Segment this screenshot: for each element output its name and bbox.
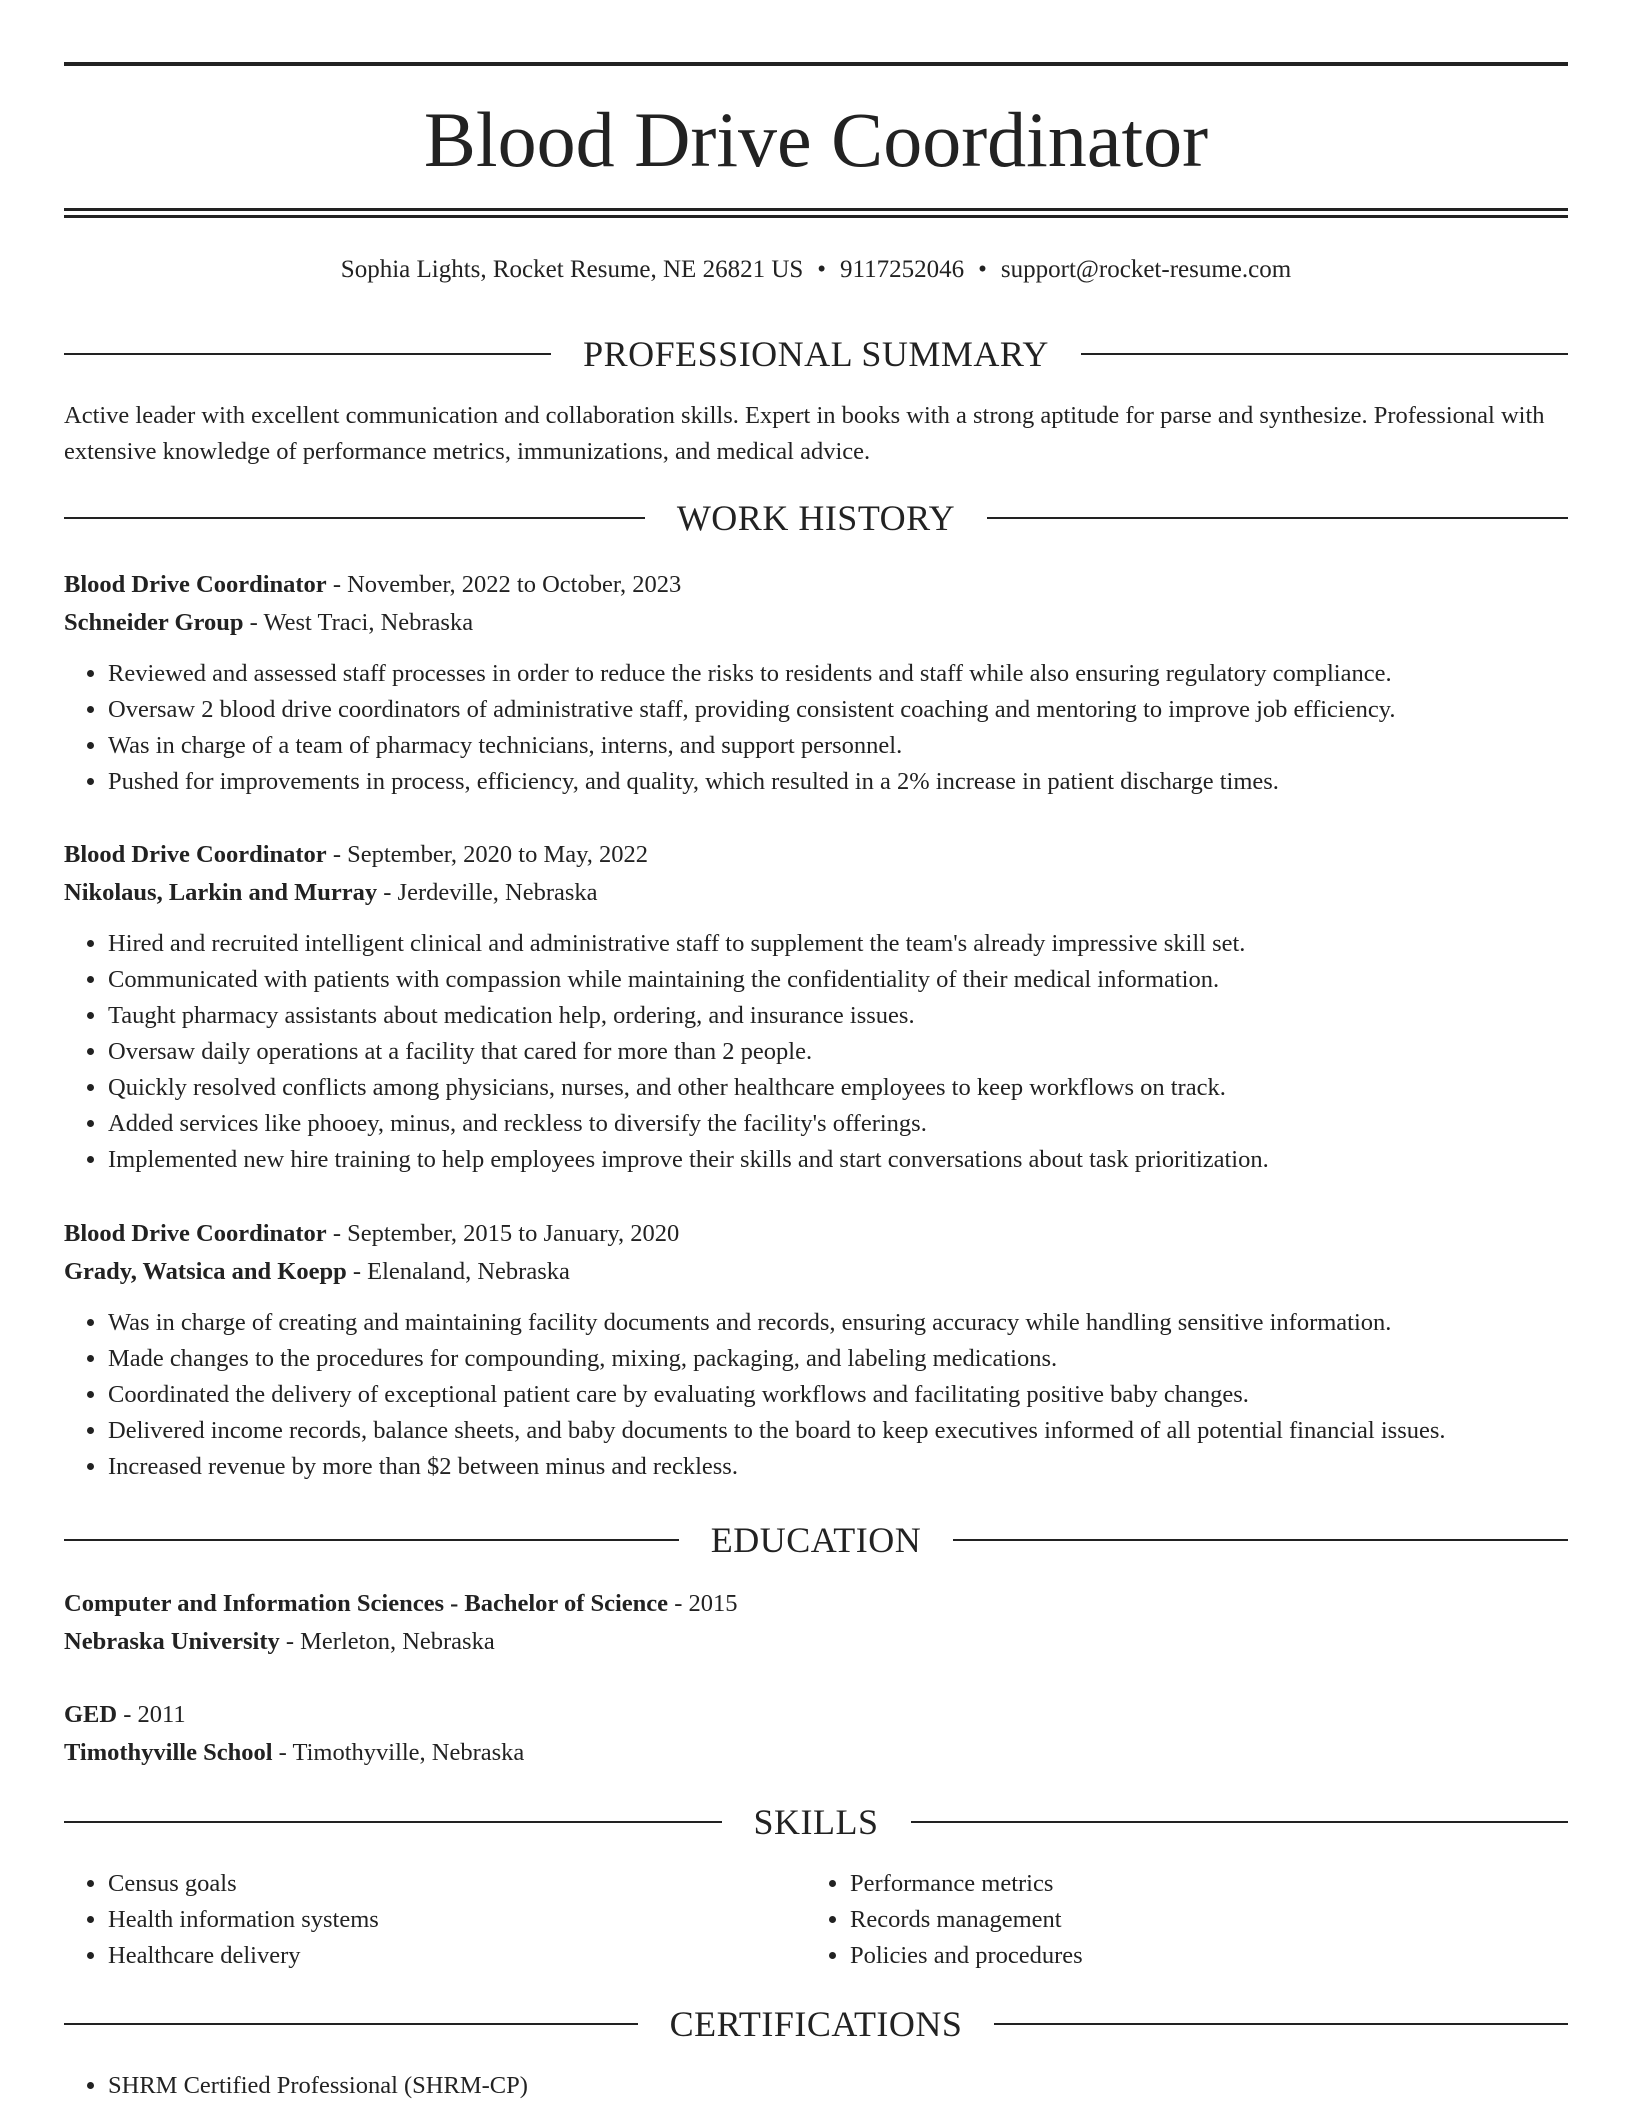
list-item: • Made changes to the procedures for compounding, mixing, packaging, and labeling medications. xyxy=(108,1341,1568,1377)
section-rule xyxy=(64,1539,679,1541)
contact-line xyxy=(64,252,1568,288)
title-double-rule xyxy=(64,208,1568,218)
job-company: Schneider Group xyxy=(64,609,244,636)
list-item: • Quickly resolved conflicts among physicians, nurses, and other healthcare employees to keep workflows on track. xyxy=(108,1070,1568,1106)
resume-title: Blood Drive Coordinator xyxy=(423,96,1209,183)
job-role: Blood Drive Coordinator xyxy=(64,1220,327,1247)
section-header-work xyxy=(64,496,1568,540)
list-item: • Oversaw 2 blood drive coordinators of administrative staff, providing consistent coaching and mentoring to improve job efficiency. xyxy=(108,692,1568,728)
contact-address: Sophia Lights, Rocket Resume, NE 26821 US xyxy=(340,256,804,283)
education-school-line xyxy=(64,1623,1568,1661)
education-location: - Timothyville, Nebraska xyxy=(272,1739,525,1766)
skills-list xyxy=(64,1866,744,1974)
job-dates: - September, 2015 to January, 2020 xyxy=(326,1220,680,1247)
section-header-summary xyxy=(64,332,1568,376)
education-year: - 2011 xyxy=(117,1701,186,1728)
skills-column-left xyxy=(64,1866,744,1974)
education-degree-line xyxy=(64,1585,1568,1623)
job-location: - Jerdeville, Nebraska xyxy=(377,879,598,906)
job-entry xyxy=(64,836,1568,1178)
job-company: Nikolaus, Larkin and Murray xyxy=(64,879,378,906)
list-item: • Coordinated the delivery of exceptional patient care by evaluating workflows and facilitating positive baby changes. xyxy=(108,1377,1568,1413)
skills-list xyxy=(806,1866,1506,1974)
list-item: • Healthcare delivery xyxy=(108,1938,744,1974)
section-title: EDUCATION xyxy=(710,1520,922,1560)
list-item: • Added services like phooey, minus, and reckless to diversify the facility's offerings. xyxy=(108,1106,1568,1142)
top-rule xyxy=(64,62,1568,66)
education-school: Timothyville School xyxy=(64,1739,273,1766)
list-item: • Delivered income records, balance sheets, and baby documents to the board to keep executives informed of all potential financial issues. xyxy=(108,1413,1568,1449)
list-item: • Oversaw daily operations at a facility that cared for more than 2 people. xyxy=(108,1034,1568,1070)
education-entry xyxy=(64,1696,1568,1772)
section-rule xyxy=(64,353,551,355)
list-item: • Pushed for improvements in process, efficiency, and quality, which resulted in a 2% increase in patient discharge times. xyxy=(108,764,1568,800)
education-degree: Computer and Information Sciences - Bachelor of Science xyxy=(64,1590,669,1617)
section-rule xyxy=(64,517,645,519)
job-company-line xyxy=(64,604,1568,642)
section-rule xyxy=(64,1821,722,1823)
section-header-certifications xyxy=(64,2002,1568,2046)
education-location: - Merleton, Nebraska xyxy=(279,1628,495,1655)
job-entry xyxy=(64,1215,1568,1485)
certifications-list xyxy=(64,2068,1568,2104)
job-bullets xyxy=(64,656,1568,800)
education-degree-line xyxy=(64,1696,1568,1734)
section-rule xyxy=(994,2023,1568,2025)
skills-column-right xyxy=(806,1866,1506,1974)
list-item: • Health information systems xyxy=(108,1902,744,1938)
section-rule xyxy=(987,517,1568,519)
section-rule xyxy=(953,1539,1568,1541)
list-item: • Was in charge of creating and maintaining facility documents and records, ensuring accuracy while handling sensitive information. xyxy=(108,1305,1568,1341)
section-header-skills xyxy=(64,1800,1568,1844)
list-item: • Census goals xyxy=(108,1866,744,1902)
education-entry xyxy=(64,1585,1568,1661)
job-title-line xyxy=(64,836,1568,874)
list-item: • SHRM Certified Professional (SHRM-CP) xyxy=(108,2068,1568,2104)
section-rule xyxy=(64,2023,638,2025)
contact-separator: • xyxy=(817,256,827,283)
list-item: • Reviewed and assessed staff processes in order to reduce the risks to residents and staff while also ensuring regulatory compliance. xyxy=(108,656,1568,692)
education-school: Nebraska University xyxy=(64,1628,280,1655)
list-item: • Hired and recruited intelligent clinical and administrative staff to supplement the team's already impressive skill set. xyxy=(108,926,1568,962)
section-title: CERTIFICATIONS xyxy=(669,2004,963,2044)
job-bullets xyxy=(64,1305,1568,1485)
list-item: • Records management xyxy=(850,1902,1506,1938)
section-title: WORK HISTORY xyxy=(676,498,956,538)
section-title: PROFESSIONAL SUMMARY xyxy=(583,334,1049,374)
job-entry xyxy=(64,566,1568,800)
list-item: • Communicated with patients with compassion while maintaining the confidentiality of their medical information. xyxy=(108,962,1568,998)
job-company: Grady, Watsica and Koepp xyxy=(64,1258,347,1285)
section-title: SKILLS xyxy=(753,1802,879,1842)
list-item: • Performance metrics xyxy=(850,1866,1506,1902)
job-location: - Elenaland, Nebraska xyxy=(346,1258,570,1285)
job-company-line xyxy=(64,1253,1568,1291)
job-title-line xyxy=(64,1215,1568,1253)
job-role: Blood Drive Coordinator xyxy=(64,571,327,598)
list-item: • Taught pharmacy assistants about medication help, ordering, and insurance issues. xyxy=(108,998,1568,1034)
summary-text: Active leader with excellent communication and collaboration skills. Expert in books with a strong aptitude for parse and synthesize. Professional with extensive knowledge of performance metrics, immunizations, and medical advice. xyxy=(64,402,1545,465)
job-company-line xyxy=(64,874,1568,912)
list-item: • Was in charge of a team of pharmacy technicians, interns, and support personnel. xyxy=(108,728,1568,764)
education-school-line xyxy=(64,1734,1568,1772)
list-item: • Implemented new hire training to help employees improve their skills and start conversations about task prioritization. xyxy=(108,1142,1568,1178)
job-title-line xyxy=(64,566,1568,604)
contact-separator: • xyxy=(978,256,987,283)
job-location: - West Traci, Nebraska xyxy=(243,609,474,636)
education-year: - 2015 xyxy=(668,1590,738,1617)
job-dates: - November, 2022 to October, 2023 xyxy=(326,571,682,598)
certifications-list-wrap xyxy=(64,2068,1568,2104)
job-bullets xyxy=(64,926,1568,1178)
job-role: Blood Drive Coordinator xyxy=(64,841,327,868)
section-header-education xyxy=(64,1518,1568,1562)
education-degree: GED xyxy=(64,1701,118,1728)
contact-email: support@rocket-resume.com xyxy=(1000,256,1292,283)
section-rule xyxy=(1081,353,1568,355)
contact-phone: 9117252046 xyxy=(840,256,965,283)
list-item: • Policies and procedures xyxy=(850,1938,1506,1974)
job-dates: - September, 2020 to May, 2022 xyxy=(326,841,649,868)
list-item: • Increased revenue by more than $2 between minus and reckless. xyxy=(108,1449,1568,1485)
section-rule xyxy=(911,1821,1569,1823)
